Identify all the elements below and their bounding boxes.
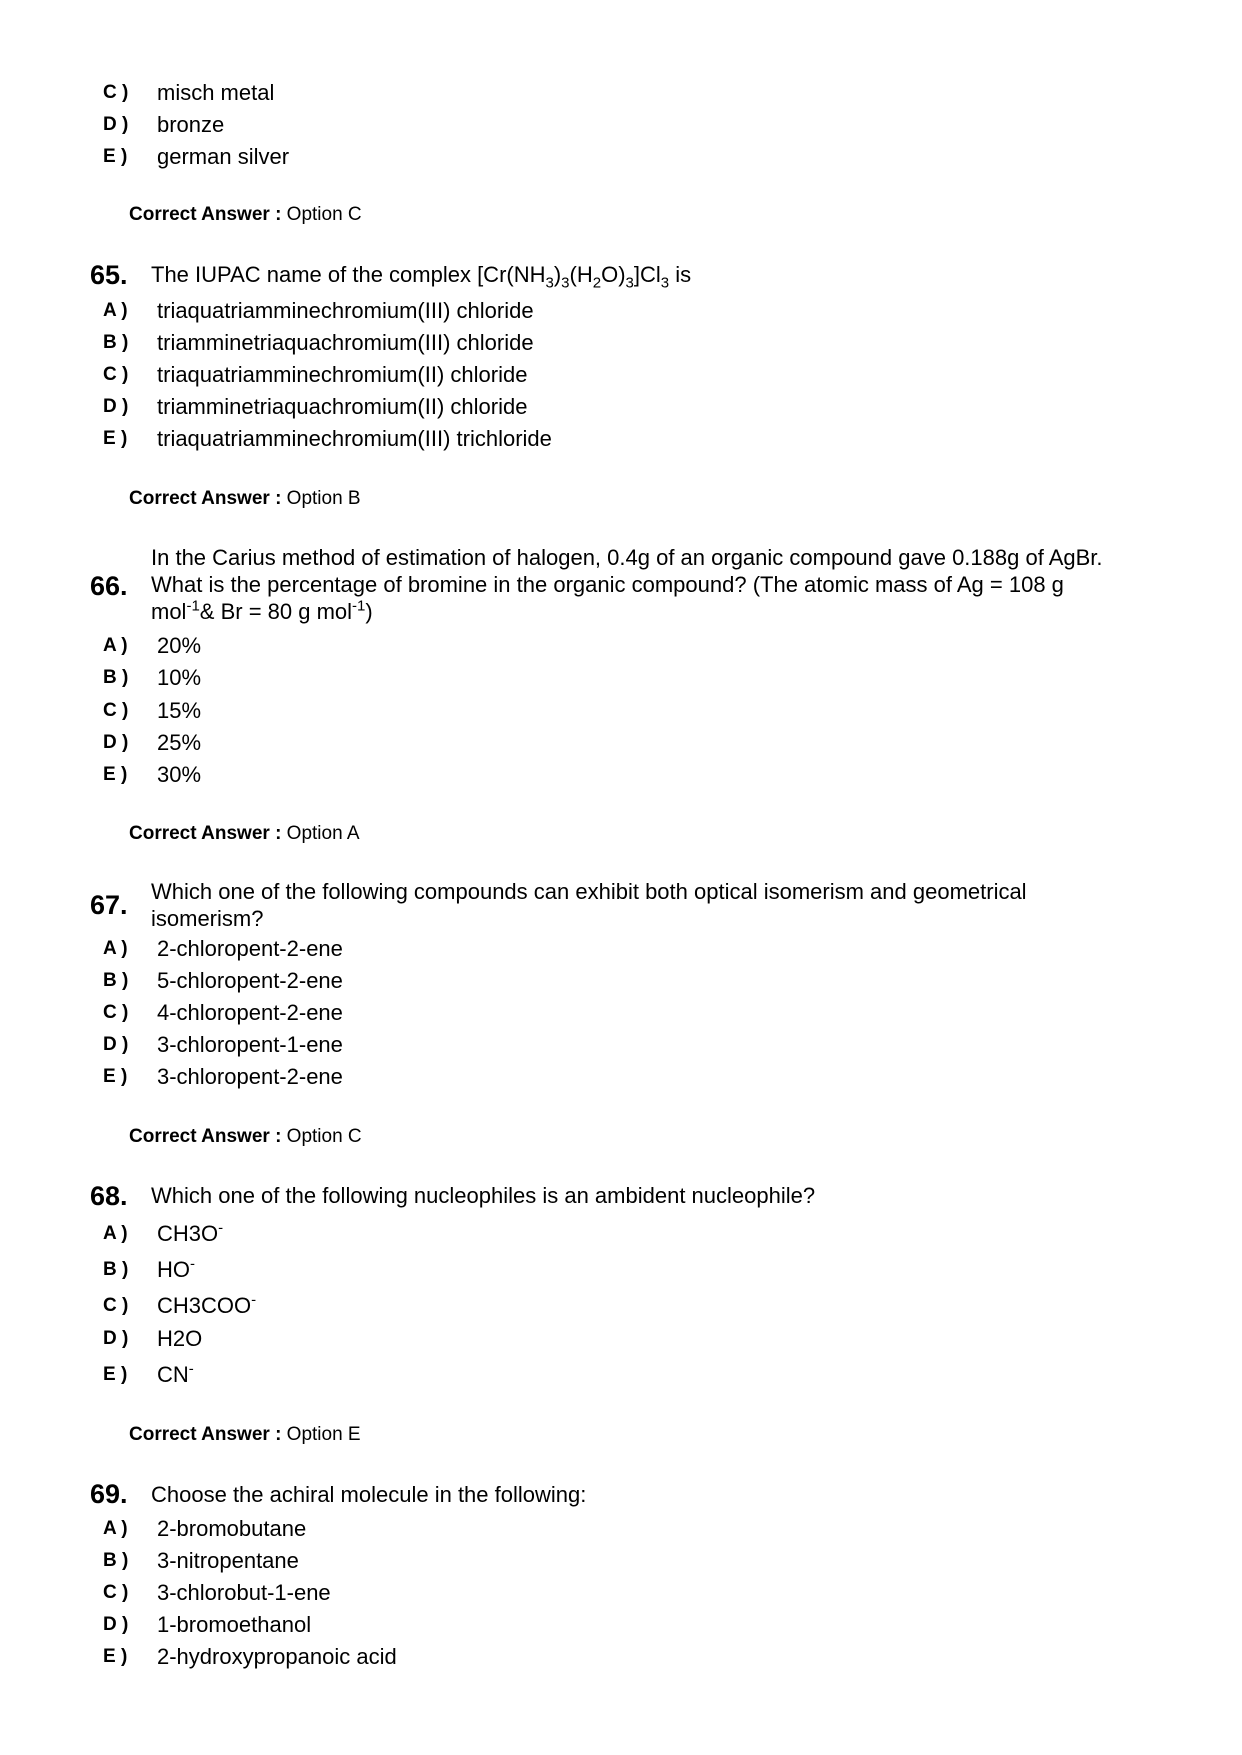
correct-answer xyxy=(129,1422,361,1448)
answer-label: Correct Answer : xyxy=(129,1126,282,1147)
list-item xyxy=(0,934,1100,964)
answer-label: Correct Answer : xyxy=(129,488,282,509)
option-text: 4-chloropent-2-ene xyxy=(157,1000,343,1025)
list-item xyxy=(0,392,1100,422)
option-letter: C ) xyxy=(103,700,129,721)
option-text: 2-chloropent-2-ene xyxy=(157,936,343,961)
answer-value: Option C xyxy=(286,204,362,225)
list-item xyxy=(0,1255,1100,1285)
list-item xyxy=(0,728,1100,758)
question-number: 66. xyxy=(90,571,128,601)
answer-label: Correct Answer : xyxy=(129,1424,282,1445)
option-text: triamminetriaquachromium(III) chloride xyxy=(157,330,534,355)
answer-value: Option E xyxy=(286,1424,361,1445)
question-text: The IUPAC name of the complex $[Cr(NH_3)_3(H_2O)_3]Cl_3$ is xyxy=(151,262,692,292)
option-text: 3-nitropentane xyxy=(157,1548,299,1573)
option-text: 30% xyxy=(157,762,202,787)
list-item xyxy=(0,296,1100,326)
option-text: 2-bromobutane xyxy=(157,1516,307,1541)
option-letter: C ) xyxy=(103,1002,129,1023)
option-text: 3-chloropent-2-ene xyxy=(157,1064,343,1089)
option-text: triaquatriamminechromium(II) chloride xyxy=(157,362,528,387)
option-letter: E ) xyxy=(103,1066,128,1087)
option-text: 1-bromoethanol xyxy=(157,1612,312,1637)
list-item xyxy=(0,1546,1100,1576)
answer-value: Option A xyxy=(286,823,360,844)
option-text: 25% xyxy=(157,730,202,755)
correct-answer xyxy=(129,821,360,847)
option-text: 3-chloropent-1-ene xyxy=(157,1032,343,1057)
option-text: HO- xyxy=(157,1255,195,1282)
option-letter: D ) xyxy=(103,1328,129,1349)
option-letter: E ) xyxy=(103,146,128,167)
list-item xyxy=(0,1062,1100,1092)
question-text: In the Carius method of estimation of halogen, 0.4g of an organic compound gave 0.188g of AgBr. What is the percentage of bromine in the organic compound? (The atomic mass of Ag = 108 g mol$^{-1}$& Br = 80 g mol$^{-1}$) xyxy=(151,545,1103,624)
option-letter: C ) xyxy=(103,1295,129,1316)
list-item xyxy=(0,110,1100,140)
list-item xyxy=(0,1030,1100,1060)
option-letter: A ) xyxy=(103,1518,128,1539)
answer-value: Option C xyxy=(286,1126,362,1147)
option-text: 20% xyxy=(157,633,202,658)
option-letter: E ) xyxy=(103,1646,128,1667)
answer-value: Option B xyxy=(286,488,361,509)
question-number: 68. xyxy=(90,1181,128,1211)
option-text: CN- xyxy=(157,1360,194,1387)
answer-label: Correct Answer : xyxy=(129,204,282,225)
option-text: misch metal xyxy=(157,80,275,105)
list-item xyxy=(0,760,1100,790)
option-letter: C ) xyxy=(103,82,129,103)
question-number: 69. xyxy=(90,1479,128,1509)
list-item xyxy=(0,998,1100,1028)
option-letter: A ) xyxy=(103,1223,128,1244)
option-letter: A ) xyxy=(103,635,128,656)
option-letter: D ) xyxy=(103,732,129,753)
list-item xyxy=(0,1514,1100,1544)
correct-answer xyxy=(129,1124,362,1150)
list-item xyxy=(0,696,1100,726)
option-text: triaquatriamminechromium(III) chloride xyxy=(157,298,534,323)
option-letter: D ) xyxy=(103,1034,129,1055)
option-letter: D ) xyxy=(103,1614,129,1635)
list-item xyxy=(0,424,1100,454)
list-item xyxy=(0,966,1100,996)
list-item xyxy=(0,1578,1100,1608)
option-letter: D ) xyxy=(103,114,129,135)
option-text: 2-hydroxypropanoic acid xyxy=(157,1644,397,1669)
list-item xyxy=(0,631,1100,661)
option-text: 10% xyxy=(157,665,202,690)
option-text: 5-chloropent-2-ene xyxy=(157,968,343,993)
list-item xyxy=(0,1360,1100,1390)
option-letter: C ) xyxy=(103,364,129,385)
option-letter: B ) xyxy=(103,332,129,353)
option-text: 3-chlorobut-1-ene xyxy=(157,1580,331,1605)
question-text: Which one of the following compounds can exhibit both optical isomerism and geometrical isomerism? xyxy=(151,879,1027,931)
option-text: H2O xyxy=(157,1326,203,1351)
answer-label: Correct Answer : xyxy=(129,823,282,844)
list-item xyxy=(0,360,1100,390)
option-letter: C ) xyxy=(103,1582,129,1603)
option-letter: B ) xyxy=(103,1259,129,1280)
list-item xyxy=(0,663,1100,693)
list-item xyxy=(0,78,1100,108)
option-text: bronze xyxy=(157,112,225,137)
option-letter: E ) xyxy=(103,428,128,449)
option-text: german silver xyxy=(157,144,290,169)
option-text: 15% xyxy=(157,698,202,723)
list-item xyxy=(0,1610,1100,1640)
question-text: Choose the achiral molecule in the following: xyxy=(151,1482,587,1507)
option-text: triaquatriamminechromium(III) trichloride xyxy=(157,426,552,451)
list-item xyxy=(0,142,1100,172)
option-text: CH3O- xyxy=(157,1219,224,1246)
option-letter: B ) xyxy=(103,970,129,991)
option-letter: A ) xyxy=(103,300,128,321)
question-number: 65. xyxy=(90,260,128,290)
option-letter: E ) xyxy=(103,1364,128,1385)
option-text: triamminetriaquachromium(II) chloride xyxy=(157,394,528,419)
option-letter: B ) xyxy=(103,667,129,688)
list-item xyxy=(0,1642,1100,1672)
correct-answer xyxy=(129,202,362,228)
list-item xyxy=(0,1291,1100,1321)
list-item xyxy=(0,1324,1100,1354)
option-letter: B ) xyxy=(103,1550,129,1571)
option-letter: D ) xyxy=(103,396,129,417)
option-letter: A ) xyxy=(103,938,128,959)
question-number: 67. xyxy=(90,890,128,920)
correct-answer xyxy=(129,486,361,512)
option-text: CH3COO- xyxy=(157,1291,257,1318)
option-letter: E ) xyxy=(103,764,128,785)
question-text: Which one of the following nucleophiles is an ambident nucleophile? xyxy=(151,1183,816,1208)
list-item xyxy=(0,328,1100,358)
list-item xyxy=(0,1219,1100,1249)
